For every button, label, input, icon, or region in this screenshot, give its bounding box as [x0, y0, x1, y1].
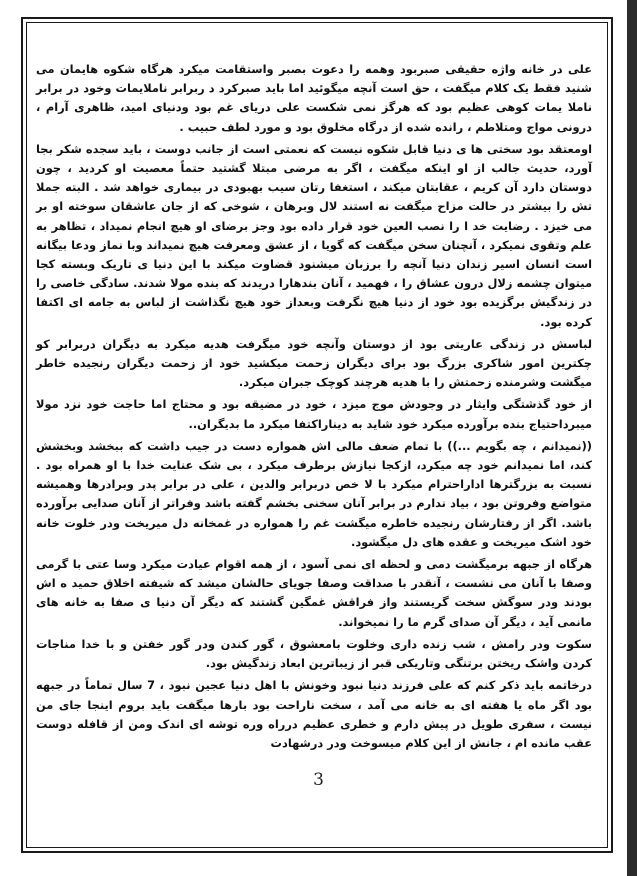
paragraph-3: لباسش در زندگی عاریتی بود از دوستان وآنچه خود میگرفت هدیه میکرد به دیگران دربرابر کو چکترین امور شاکری بزرگ بود برای دیگران زحمت میکشید خود از زحمت دیگران رنجیده خاطر میگشت وشرمنده زحمتش را با هدیه هرچند کوچک جبران میکرد. [36, 336, 592, 390]
paragraph-6: هرگاه از جبهه برمیگشت دمی و لحظه ای نمی آسود ، از همه اقوام عیادت میکرد وسا عتی با گرمی وصفا با آنان می نشست ، آنقدر با صداقت وصفا جویای حالشان میشد که شیفته اخلاق حمید ه اش بودند ودر سوگش سخت گریستند واز فراقش غمگین گشتند که دیگر آن دنیا ی صفا به خانه های مانمی آید ، دیگر آن صدای گرم ما را نمیخواند. [36, 557, 592, 629]
scan-dark-edge [627, 0, 637, 876]
paragraph-8: درخاتمه باید ذکر کنم که علی فرزند دنیا نبود وخونش با اهل دنیا عجین نبود ، 7 سال تماماً در جبهه بود اگر ماه یا هفته ای به خانه می آمد ، سخت ناراحت بود بارها میگفت باید بروم اینجا جای من نیست ، سفری طویل در پیش دارم و خطری عظیم درراه وره توشه ای اندک ومن از قافله دوست عقب مانده ام ، جانش از این کلام میسوخت ودر درشهادت [36, 678, 592, 750]
paragraph-1: علی در خانه واژه حقیقی صبربود وهمه را دعوت بصبر واستقامت میکرد هرگاه شکوه هایمان می شنید فقط یک کلام میگفت ، حق است آنچه میگوئید اما باید صبرکرد د ربرابر ناملایمات وخود در برابر ناملا یمات کوهی عظیم بود که هرگز نمی شکست علی دریای غم بود ودنیای امید، ظاهری آرام ، درونی مواج ومتلاطم ، رانده شده از درگاه مخلوق بود و مورد لطف حبیب . [36, 62, 592, 134]
paragraph-4: از خود گذشتگی وایثار در وجودش موج میزد ، خود در مضیقه بود و محتاج اما حاجت خود نزد مولا میبرداحتیاج بنده برآورده میکرد خود شاید به دیناراکتفا میکرد ما بدیگران.. [36, 397, 592, 431]
paragraph-7: سکوت ودر رامش ، شب زنده داری وخلوت بامعشوق ، گور کندن ودر گور خفتن و با خدا مناجات کردن واشک ریختن برتنگی وتاریکی قبر از زیباترین ابعاد زندگیش بود. [36, 636, 592, 671]
body-text [36, 60, 592, 756]
paragraph-5: ((نمیدانم ، چه بگویم ...)) با تمام ضعف مالی اش همواره دست در جیب داشت که ببخشد وبخشش کند، اما نمیدانم خود چه میکرد، ازکجا نیازش برطرف میکرد ، بی شک عنایت خدا با او همراه بود . نسبت به بزرگترها اداراحترام میکرد با لا خص دربرابر والدین ، علی در برابر پدر وبرادرها وهمیشه متواضع وفروتن بود ، بیاد ندارم در برابر آنان سخنی بخشم گفته باشد وفراتر از آنان صدایی برآورده باشد. اگر از رفتارشان رنجیده خاطره میگشت غم را همواره در غمخانه دل میریخت ودر خلوت خانه خود اشک میریخت و عقده های دل میگشود. [36, 438, 592, 549]
page-number: 3 [313, 770, 324, 790]
paragraph-2: اومعتقد بود سختی ها ی دنیا قابل شکوه نیست که نعمتی است از جانب دوست ، باید سجده شکر بجا آورد، حدیث جالب از او اینکه میگفت ، اگر به مرضی مبتلا گشتید حتماً معصیت او کردید ، چون دوستان دارد آن کریم ، عقابتان میکند ، استغفا رتان سیب بهبودی در بیماری خواهد شد . البته جملا تش را بیشتر در حالت مزاح میگفت نه استند لال وبرهان ، شوخی که از جان عاشقان سوخته او بر می خیزد . رضایت خد ا را نصب العین خود قرار داده بود وجز برضای او هیچ انجام نمیداد ، تظاهر به علم وتقوی نمیکرد ، آنچنان سخن میگفت که گویا ، از عشق ومعرفت هیچ نمیداند وبا نماز ودعا بیگانه است انسان اسیر زندان دنیا آنچه را برزبان میشنود قضاوت میکند با این دنیا ی تاریک وبسته کجا میتوان چشمه زلال درون عشاق را ، فهمید ، آنان بندهارا دریدند که بنده مولا شدند. سادگی خاصی را در زندگیش برگزیده بود خود از دنیا هیچ نگرفت وبعداز خود هیچ نگذاشت از لباس به جامه ای اکتفا کرده بود. [36, 141, 592, 329]
